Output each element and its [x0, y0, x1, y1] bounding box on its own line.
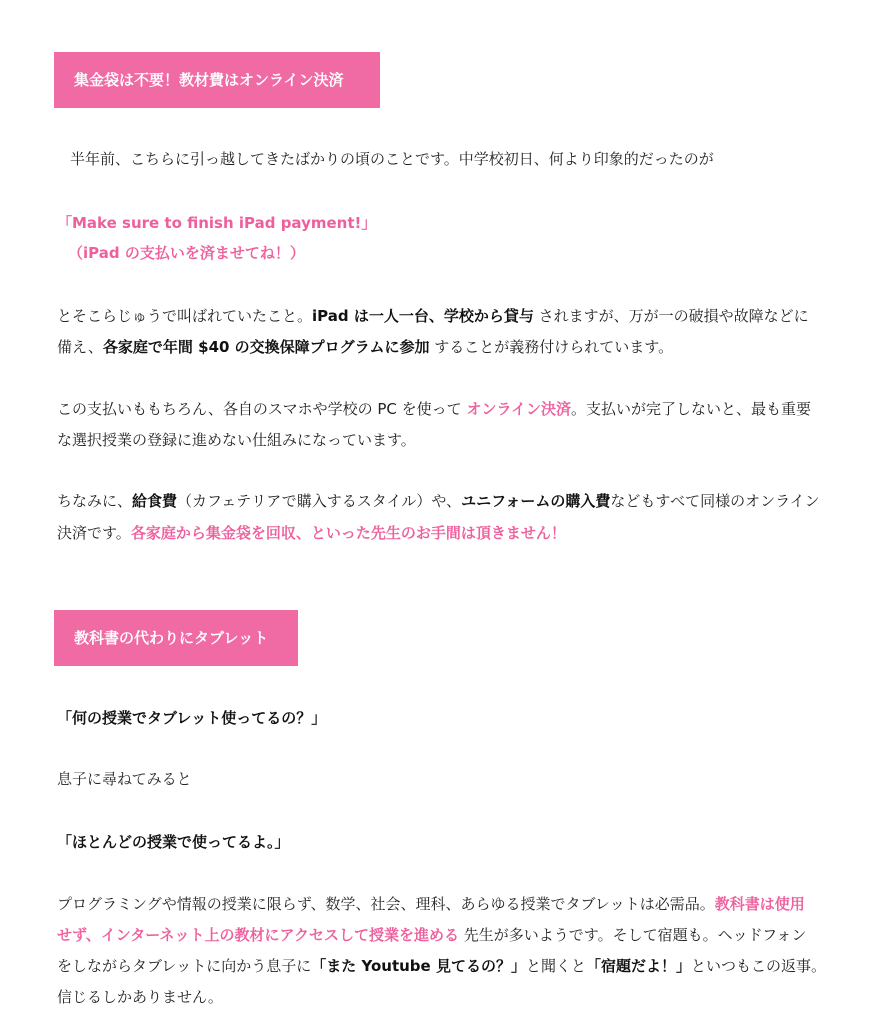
emphasis-text: iPad は一人一台、学校から貸与	[312, 307, 534, 325]
text-run: ちなみに、	[57, 492, 133, 510]
highlight-text: 教科書は使用	[714, 895, 805, 913]
section-heading-tablet	[54, 610, 298, 666]
text-run: をしながらタブレットに向かう息子に	[57, 957, 312, 975]
text-run: この支払いももちろん、各自のスマホや学校の PC を使って	[57, 400, 467, 418]
question-quote: 「何の授業でタブレット使ってるの？」	[57, 709, 327, 727]
paragraph-line	[57, 924, 806, 946]
text-run: とそこらじゅうで叫ばれていたこと。	[57, 307, 313, 325]
section-heading-text: 教科書の代わりにタブレット	[74, 629, 269, 647]
text-run: と聞くと	[525, 957, 586, 975]
highlight-text: オンライン決済	[466, 400, 571, 418]
quote-english: 「Make sure to finish iPad payment!」	[57, 214, 377, 232]
answer-quote: 「ほとんどの授業で使ってるよ。」	[57, 833, 290, 851]
text-run: （カフェテリアで購入するスタイル）や、	[177, 492, 462, 510]
quote-japanese: （iPad の支払いを済ませてね！）	[68, 244, 305, 262]
paragraph-line: 信じるしかありません。	[57, 988, 223, 1006]
text-run: プログラミングや情報の授業に限らず、数学、社会、理科、あらゆる授業でタブレットは必需品。	[57, 895, 715, 913]
highlight-text: 各家庭から集金袋を回収、といった先生のお手間は頂きません！	[130, 524, 566, 542]
emphasis-text: 「また Youtube 見てるの？」	[311, 957, 526, 975]
paragraph-line	[57, 336, 673, 358]
text-run: といつもこの返事。	[690, 957, 826, 975]
highlight-text: せず、インターネット上の教材にアクセスして授業を進める	[57, 926, 460, 944]
intro-paragraph: 半年前、こちらに引っ越してきたばかりの頃のことです。中学校初日、何より印象的だったのが	[70, 150, 714, 168]
section-heading-online-payment	[54, 52, 380, 108]
paragraph-line	[57, 893, 805, 915]
emphasis-text: 給食費	[132, 492, 178, 510]
emphasis-text: 各家庭で年間 $40 の交換保障プログラムに参加	[102, 338, 430, 356]
text-run: 。支払いが完了しないと、最も重要	[571, 400, 812, 418]
text-run: 決済です。	[57, 524, 131, 542]
text-run: 先生が多いようです。そして宿題も。ヘッドフォン	[459, 926, 807, 944]
paragraph-line	[57, 398, 811, 420]
paragraph-line	[57, 305, 809, 327]
text-run: などもすべて同様のオンライン	[610, 492, 820, 510]
text-run: することが義務付けられています。	[429, 338, 674, 356]
paragraph-line	[57, 490, 820, 512]
paragraph-line: 息子に尋ねてみると	[57, 770, 192, 788]
paragraph-line	[57, 522, 566, 544]
emphasis-text: 「宿題だよ！」	[585, 957, 691, 975]
paragraph-line	[57, 955, 826, 977]
section-heading-text: 集金袋は不要！教材費はオンライン決済	[74, 71, 344, 89]
text-run: 備え、	[57, 338, 103, 356]
paragraph-line: な選択授業の登録に進めない仕組みになっています。	[57, 431, 416, 449]
emphasis-text: ユニフォームの購入費	[461, 492, 611, 510]
text-run: されますが、万が一の破損や故障などに	[533, 307, 809, 325]
